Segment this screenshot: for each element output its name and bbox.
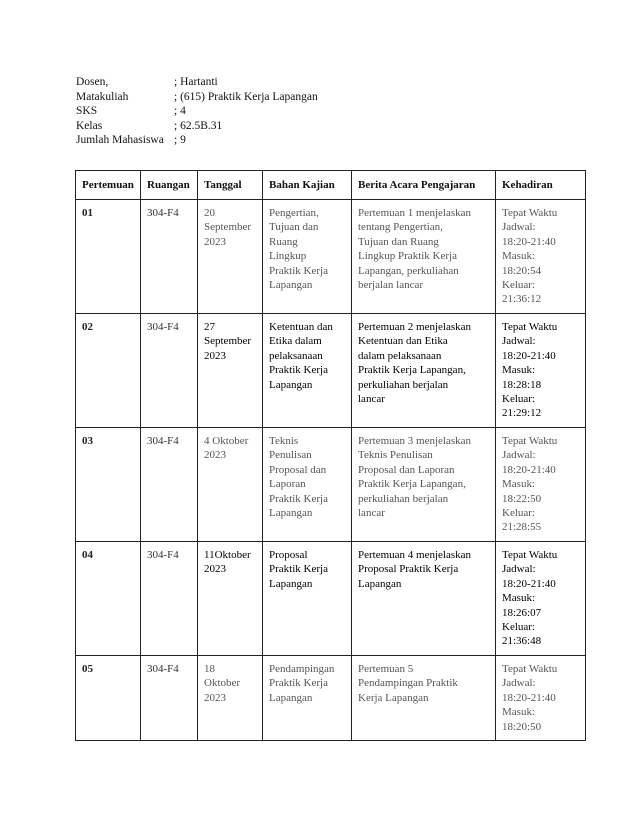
cell-kehadiran-line: Keluar: xyxy=(502,507,535,520)
dosen-label: Dosen, xyxy=(76,76,109,88)
table-row xyxy=(76,200,586,314)
cell-kehadiran-line: 21:29:12 xyxy=(502,407,542,420)
cell-kehadiran-line: 18:20-21:40 xyxy=(502,349,556,362)
cell-tanggal xyxy=(198,314,263,428)
info-row-dosen xyxy=(76,75,318,90)
cell-berita-acara xyxy=(352,656,496,741)
cell-berita-acara-line: dalam pelaksanaan xyxy=(358,349,442,362)
cell-bahan-kajian-line: Proposal xyxy=(269,549,308,561)
cell-kehadiran-line: 21:28:55 xyxy=(502,521,542,534)
header-pertemuan: Pertemuan xyxy=(76,171,141,200)
cell-ruangan: 304-F4 xyxy=(141,314,198,428)
table-header-row xyxy=(76,171,586,200)
cell-kehadiran-line: 18:20-21:40 xyxy=(502,235,556,248)
cell-bahan-kajian-line: Etika dalam xyxy=(269,335,322,348)
cell-berita-acara-line: Lingkup Praktik Kerja xyxy=(358,250,457,263)
cell-berita-acara-line: Lapangan, perkuliahan xyxy=(358,264,459,277)
cell-bahan-kajian-line: Pengertian, xyxy=(269,207,319,219)
sks-label: SKS xyxy=(76,105,98,118)
cell-berita-acara-line: Pertemuan 5 xyxy=(358,663,414,675)
cell-berita-acara-line: Pertemuan 2 menjelaskan xyxy=(358,321,472,333)
table-row xyxy=(76,314,586,428)
cell-bahan-kajian xyxy=(263,656,352,741)
cell-bahan-kajian-line: pelaksanaan xyxy=(269,349,323,362)
cell-pertemuan: 02 xyxy=(76,314,141,428)
cell-berita-acara xyxy=(352,542,496,656)
cell-tanggal-line: 2023 xyxy=(204,691,226,704)
cell-bahan-kajian-line: Lapangan xyxy=(269,279,313,292)
cell-bahan-kajian-line: Praktik Kerja xyxy=(269,364,328,377)
sks-value: ; 4 xyxy=(174,105,186,118)
cell-bahan-kajian xyxy=(263,428,352,542)
cell-kehadiran-line: Tepat Waktu xyxy=(502,549,558,561)
table-row xyxy=(76,542,586,656)
jumlah-value: ; 9 xyxy=(174,134,186,147)
info-row-matakuliah xyxy=(76,90,318,105)
cell-kehadiran-line: 18:20:54 xyxy=(502,264,542,277)
cell-tanggal-line: 4 Oktober xyxy=(204,435,249,447)
cell-bahan-kajian xyxy=(263,314,352,428)
cell-ruangan: 304-F4 xyxy=(141,200,198,314)
info-row-kelas xyxy=(76,119,318,134)
cell-bahan-kajian-line: Ketentuan dan xyxy=(269,321,333,333)
cell-bahan-kajian-line: Tujuan dan xyxy=(269,221,319,234)
dosen-value: ; Hartanti xyxy=(174,76,218,88)
cell-pertemuan: 05 xyxy=(76,656,141,741)
cell-kehadiran-line: Tepat Waktu xyxy=(502,663,558,675)
cell-berita-acara-line: Lapangan xyxy=(358,577,402,590)
cell-kehadiran-line: 18:20-21:40 xyxy=(502,691,556,704)
cell-berita-acara-line: tentang Pengertian, xyxy=(358,221,443,234)
cell-tanggal-line: 2023 xyxy=(204,235,226,248)
header-kehadiran: Kehadiran xyxy=(496,171,586,200)
info-row-sks xyxy=(76,104,318,119)
cell-bahan-kajian-line: Penulisan xyxy=(269,449,312,462)
cell-tanggal-line: September xyxy=(204,335,252,348)
matakuliah-label: Matakuliah xyxy=(76,90,129,103)
cell-bahan-kajian-line: Proposal dan xyxy=(269,463,327,476)
cell-berita-acara-line: Proposal Praktik Kerja xyxy=(358,563,459,576)
cell-kehadiran xyxy=(496,200,586,314)
cell-kehadiran-line: 18:20-21:40 xyxy=(502,463,556,476)
matakuliah-value: ; (615) Praktik Kerja Lapangan xyxy=(174,90,318,103)
cell-berita-acara xyxy=(352,314,496,428)
cell-berita-acara-line: Pertemuan 3 menjelaskan xyxy=(358,435,472,447)
cell-tanggal-line: 2023 xyxy=(204,349,226,362)
info-row-jumlah xyxy=(76,133,318,148)
cell-kehadiran-line: 18:26:07 xyxy=(502,606,542,619)
cell-bahan-kajian-line: Praktik Kerja xyxy=(269,264,328,277)
cell-berita-acara-line: Praktik Kerja Lapangan, xyxy=(358,478,466,491)
cell-tanggal-line: 18 xyxy=(204,663,215,675)
course-info xyxy=(76,75,318,148)
cell-berita-acara-line: berjalan lancar xyxy=(358,279,424,292)
cell-bahan-kajian xyxy=(263,542,352,656)
cell-kehadiran-line: Jadwal: xyxy=(502,221,536,234)
table-row xyxy=(76,428,586,542)
cell-berita-acara-line: Praktik Kerja Lapangan, xyxy=(358,364,466,377)
cell-kehadiran-line: Jadwal: xyxy=(502,563,536,576)
cell-kehadiran-line: 18:20:50 xyxy=(502,720,542,733)
cell-berita-acara-line: Kerja Lapangan xyxy=(358,691,429,704)
kelas-label: Kelas xyxy=(76,119,103,132)
cell-kehadiran-line: 18:20-21:40 xyxy=(502,577,556,590)
cell-pertemuan: 03 xyxy=(76,428,141,542)
cell-kehadiran-line: 21:36:12 xyxy=(502,293,542,306)
cell-ruangan: 304-F4 xyxy=(141,542,198,656)
cell-kehadiran-line: Keluar: xyxy=(502,621,535,634)
cell-pertemuan: 04 xyxy=(76,542,141,656)
cell-tanggal-line: Oktober xyxy=(204,677,241,690)
kelas-value: ; 62.5B.31 xyxy=(174,119,223,132)
cell-bahan-kajian-line: Praktik Kerja xyxy=(269,563,328,576)
cell-tanggal xyxy=(198,200,263,314)
cell-kehadiran-line: Jadwal: xyxy=(502,335,536,348)
cell-berita-acara-line: Teknis Penulisan xyxy=(358,449,433,462)
cell-kehadiran-line: 18:28:18 xyxy=(502,378,542,391)
cell-tanggal-line: 2023 xyxy=(204,449,226,462)
cell-berita-acara-line: lancar xyxy=(358,393,385,406)
cell-bahan-kajian-line: Lapangan xyxy=(269,378,313,391)
cell-kehadiran-line: Keluar: xyxy=(502,279,535,292)
cell-tanggal-line: 11Oktober xyxy=(204,549,251,561)
cell-kehadiran-line: Tepat Waktu xyxy=(502,435,558,447)
cell-ruangan: 304-F4 xyxy=(141,656,198,741)
cell-kehadiran-line: Tepat Waktu xyxy=(502,321,558,333)
cell-tanggal-line: 20 xyxy=(204,207,215,219)
cell-bahan-kajian-line: Lapangan xyxy=(269,507,313,520)
cell-bahan-kajian-line: Praktik Kerja xyxy=(269,677,328,690)
cell-bahan-kajian-line: Praktik Kerja xyxy=(269,492,328,505)
cell-bahan-kajian-line: Ruang xyxy=(269,235,298,248)
cell-kehadiran xyxy=(496,314,586,428)
cell-kehadiran-line: Keluar: xyxy=(502,393,535,406)
cell-kehadiran-line: Masuk: xyxy=(502,478,535,491)
cell-berita-acara-line: lancar xyxy=(358,507,385,520)
cell-kehadiran xyxy=(496,656,586,741)
cell-kehadiran-line: Jadwal: xyxy=(502,449,536,462)
cell-bahan-kajian-line: Lapangan xyxy=(269,577,313,590)
cell-tanggal-line: 27 xyxy=(204,321,215,333)
cell-tanggal xyxy=(198,428,263,542)
header-bahan-kajian: Bahan Kajian xyxy=(263,171,352,200)
jumlah-label: Jumlah Mahasiswa xyxy=(76,134,164,147)
cell-kehadiran-line: Masuk: xyxy=(502,706,535,719)
header-berita-acara: Berita Acara Pengajaran xyxy=(352,171,496,200)
cell-kehadiran-line: Masuk: xyxy=(502,364,535,377)
cell-berita-acara-line: perkuliahan berjalan xyxy=(358,378,449,391)
header-tanggal: Tanggal xyxy=(198,171,263,200)
header-ruangan: Ruangan xyxy=(141,171,198,200)
cell-tanggal xyxy=(198,656,263,741)
cell-pertemuan: 01 xyxy=(76,200,141,314)
cell-bahan-kajian xyxy=(263,200,352,314)
cell-bahan-kajian-line: Lapangan xyxy=(269,691,313,704)
cell-tanggal xyxy=(198,542,263,656)
cell-berita-acara-line: Proposal dan Laporan xyxy=(358,463,455,476)
cell-bahan-kajian-line: Teknis xyxy=(269,435,299,447)
cell-kehadiran-line: Masuk: xyxy=(502,250,535,263)
schedule-table xyxy=(75,170,586,741)
cell-ruangan: 304-F4 xyxy=(141,428,198,542)
cell-kehadiran-line: Masuk: xyxy=(502,592,535,605)
cell-tanggal-line: 2023 xyxy=(204,563,226,576)
cell-berita-acara-line: Pertemuan 1 menjelaskan xyxy=(358,207,472,219)
cell-berita-acara-line: Pendampingan Praktik xyxy=(358,677,458,690)
cell-kehadiran xyxy=(496,428,586,542)
cell-berita-acara-line: Tujuan dan Ruang xyxy=(358,235,439,248)
table-row xyxy=(76,656,586,741)
cell-bahan-kajian-line: Pendampingan xyxy=(269,663,335,675)
cell-kehadiran-line: Jadwal: xyxy=(502,677,536,690)
cell-kehadiran-line: 18:22:50 xyxy=(502,492,542,505)
cell-kehadiran-line: 21:36:48 xyxy=(502,635,542,648)
cell-berita-acara-line: Pertemuan 4 menjelaskan xyxy=(358,549,472,561)
cell-bahan-kajian-line: Lingkup xyxy=(269,250,307,263)
cell-kehadiran xyxy=(496,542,586,656)
cell-berita-acara xyxy=(352,200,496,314)
cell-tanggal-line: September xyxy=(204,221,252,234)
cell-berita-acara-line: Ketentuan dan Etika xyxy=(358,335,448,348)
cell-berita-acara xyxy=(352,428,496,542)
cell-bahan-kajian-line: Laporan xyxy=(269,478,306,491)
cell-berita-acara-line: perkuliahan berjalan xyxy=(358,492,449,505)
cell-kehadiran-line: Tepat Waktu xyxy=(502,207,558,219)
